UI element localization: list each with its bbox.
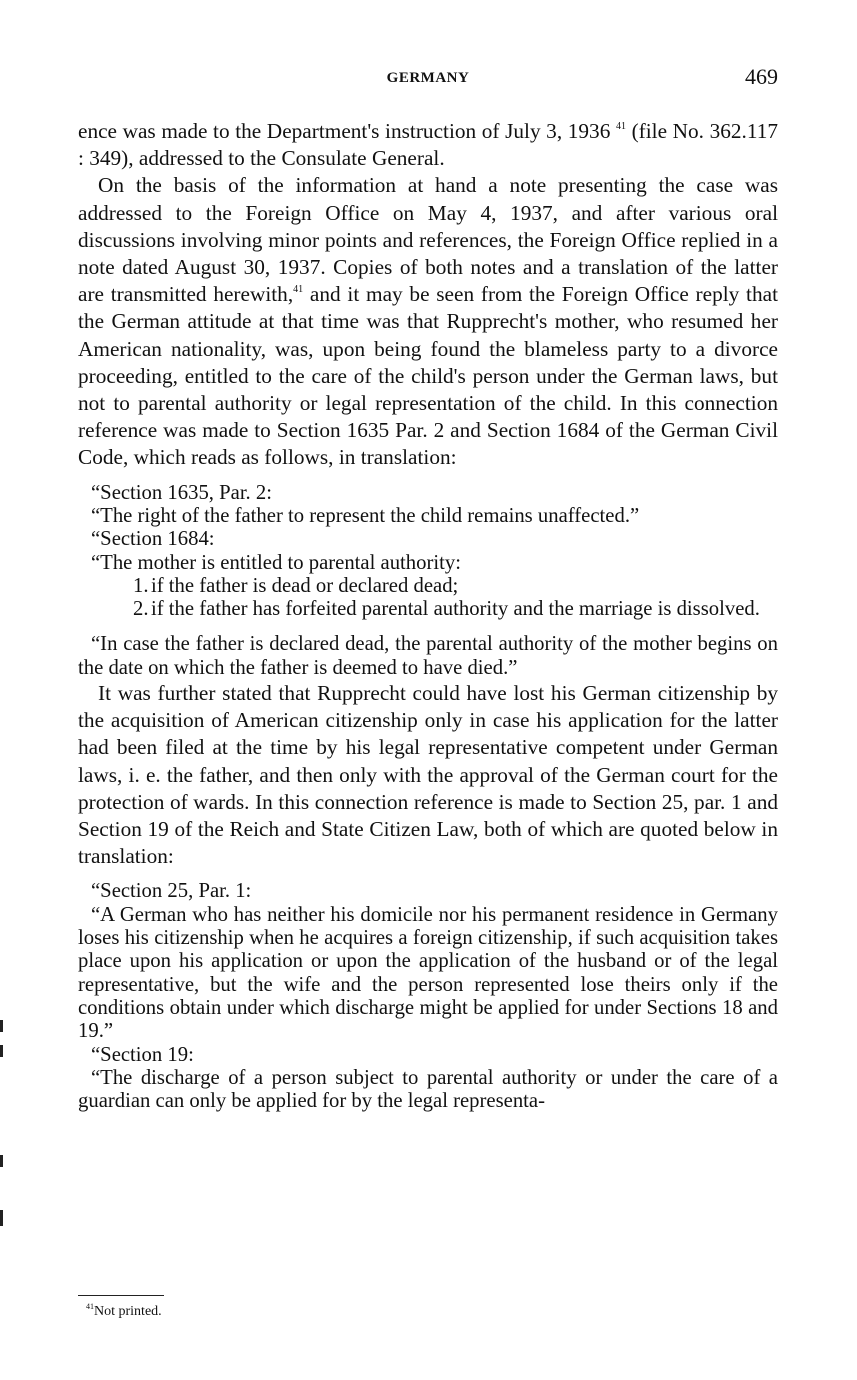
footnote-marker: 41 xyxy=(86,1302,94,1311)
paragraph-1 xyxy=(78,118,778,172)
scan-artifact xyxy=(0,1155,3,1167)
paragraph-3: It was further stated that Rupprecht could have lost his German citizenship by the acquisition of American citizenship only in case his application for the latter had been filed at the time by his legal representative competent under German laws, i. e. the father, and then only with the approval of the German court for the protection of wards. In this connection reference is made to Section 25, par. 1 and Section 19 of the Reich and State Citizen Law, both of which are quoted below in translation: xyxy=(78,681,778,869)
quote-heading: “Section 19: xyxy=(91,1043,194,1066)
quote-list xyxy=(133,575,778,622)
body-text xyxy=(78,118,778,1113)
footnote-ref: 41 xyxy=(615,121,626,132)
list-item-text: if the father has forfeited parental authority and the marriage is dissolved. xyxy=(151,598,760,621)
quote-line: “The mother is entitled to parental authority: xyxy=(91,551,461,574)
quote-paragraph: “The discharge of a person subject to parental authority or under the care of a guardian can only be applied for by the legal representa- xyxy=(78,1066,778,1113)
list-item-text: if the father is dead or declared dead; xyxy=(151,574,459,597)
page-number: 469 xyxy=(745,64,778,89)
footnote-ref: 41 xyxy=(293,284,304,296)
quote-heading: “Section 1635, Par. 2: xyxy=(91,481,272,504)
footnote-text: Not printed. xyxy=(94,1304,162,1319)
paragraph-2-text-a: On the basis of the information at hand a note presenting the case was addressed to the Foreign Office on May 4, 1937, and after various oral discussions involving minor points and references, the Foreign Office replied in a note dated August 30, 1937. Copies of both notes and a translation of the latter are transmitted herewith, xyxy=(78,173,778,307)
footnote xyxy=(86,1304,162,1320)
paragraph-1-tail: (file No. 362.117 : 349), addressed to the Consulate General. xyxy=(78,119,779,171)
block-quote-civil-code xyxy=(78,481,778,680)
running-head: GERMANY xyxy=(386,70,470,86)
page-header xyxy=(78,62,778,96)
quote-paragraph: “A German who has neither his domicile nor his permanent residence in Germany loses his citizenship when he acquires a foreign citizenship, if such acquisition takes place upon his application or upon the application of the husband or of the legal representative, but the wife and the person represented lose theirs only if the conditions obtain under which discharge might be applied for under Sections 18 and 19.” xyxy=(78,903,778,1043)
scan-artifact xyxy=(0,1020,3,1032)
scan-artifact xyxy=(0,1045,3,1057)
paragraph-2 xyxy=(78,172,778,471)
list-item-number: 1. xyxy=(133,574,149,597)
paragraph-1-text: ence was made to the Department's instruction of July 3, 1936 xyxy=(78,119,611,143)
scan-artifact xyxy=(0,1210,3,1226)
quote-line: “The right of the father to represent the child remains unaffected.” xyxy=(91,504,640,527)
quote-heading: “Section 25, Par. 1: xyxy=(91,880,252,903)
list-item xyxy=(133,598,778,621)
document-page xyxy=(78,62,778,1113)
block-quote-citizen-law xyxy=(78,880,778,1113)
list-item-number: 2. xyxy=(133,598,149,621)
paragraph-2-text-b: and it may be seen from the Foreign Office reply that the German attitude at that time was that Rupprecht's mother, who resumed her American nationality, was, upon being found the blameless party to a divorce proceeding, entitled to the care of the child's person under the German laws, but not to parental authority or legal representation of the child. In this connection reference was made to Section 1635 Par. 2 and Section 1684 of the German Civil Code, which reads as follows, in translation: xyxy=(78,282,778,470)
quote-closing: “In case the father is declared dead, the parental authority of the mother begins on the date on which the father is deemed to have died.” xyxy=(78,633,778,679)
footnote-divider xyxy=(78,1295,164,1296)
list-item xyxy=(133,575,778,598)
quote-heading: “Section 1684: xyxy=(91,528,215,551)
